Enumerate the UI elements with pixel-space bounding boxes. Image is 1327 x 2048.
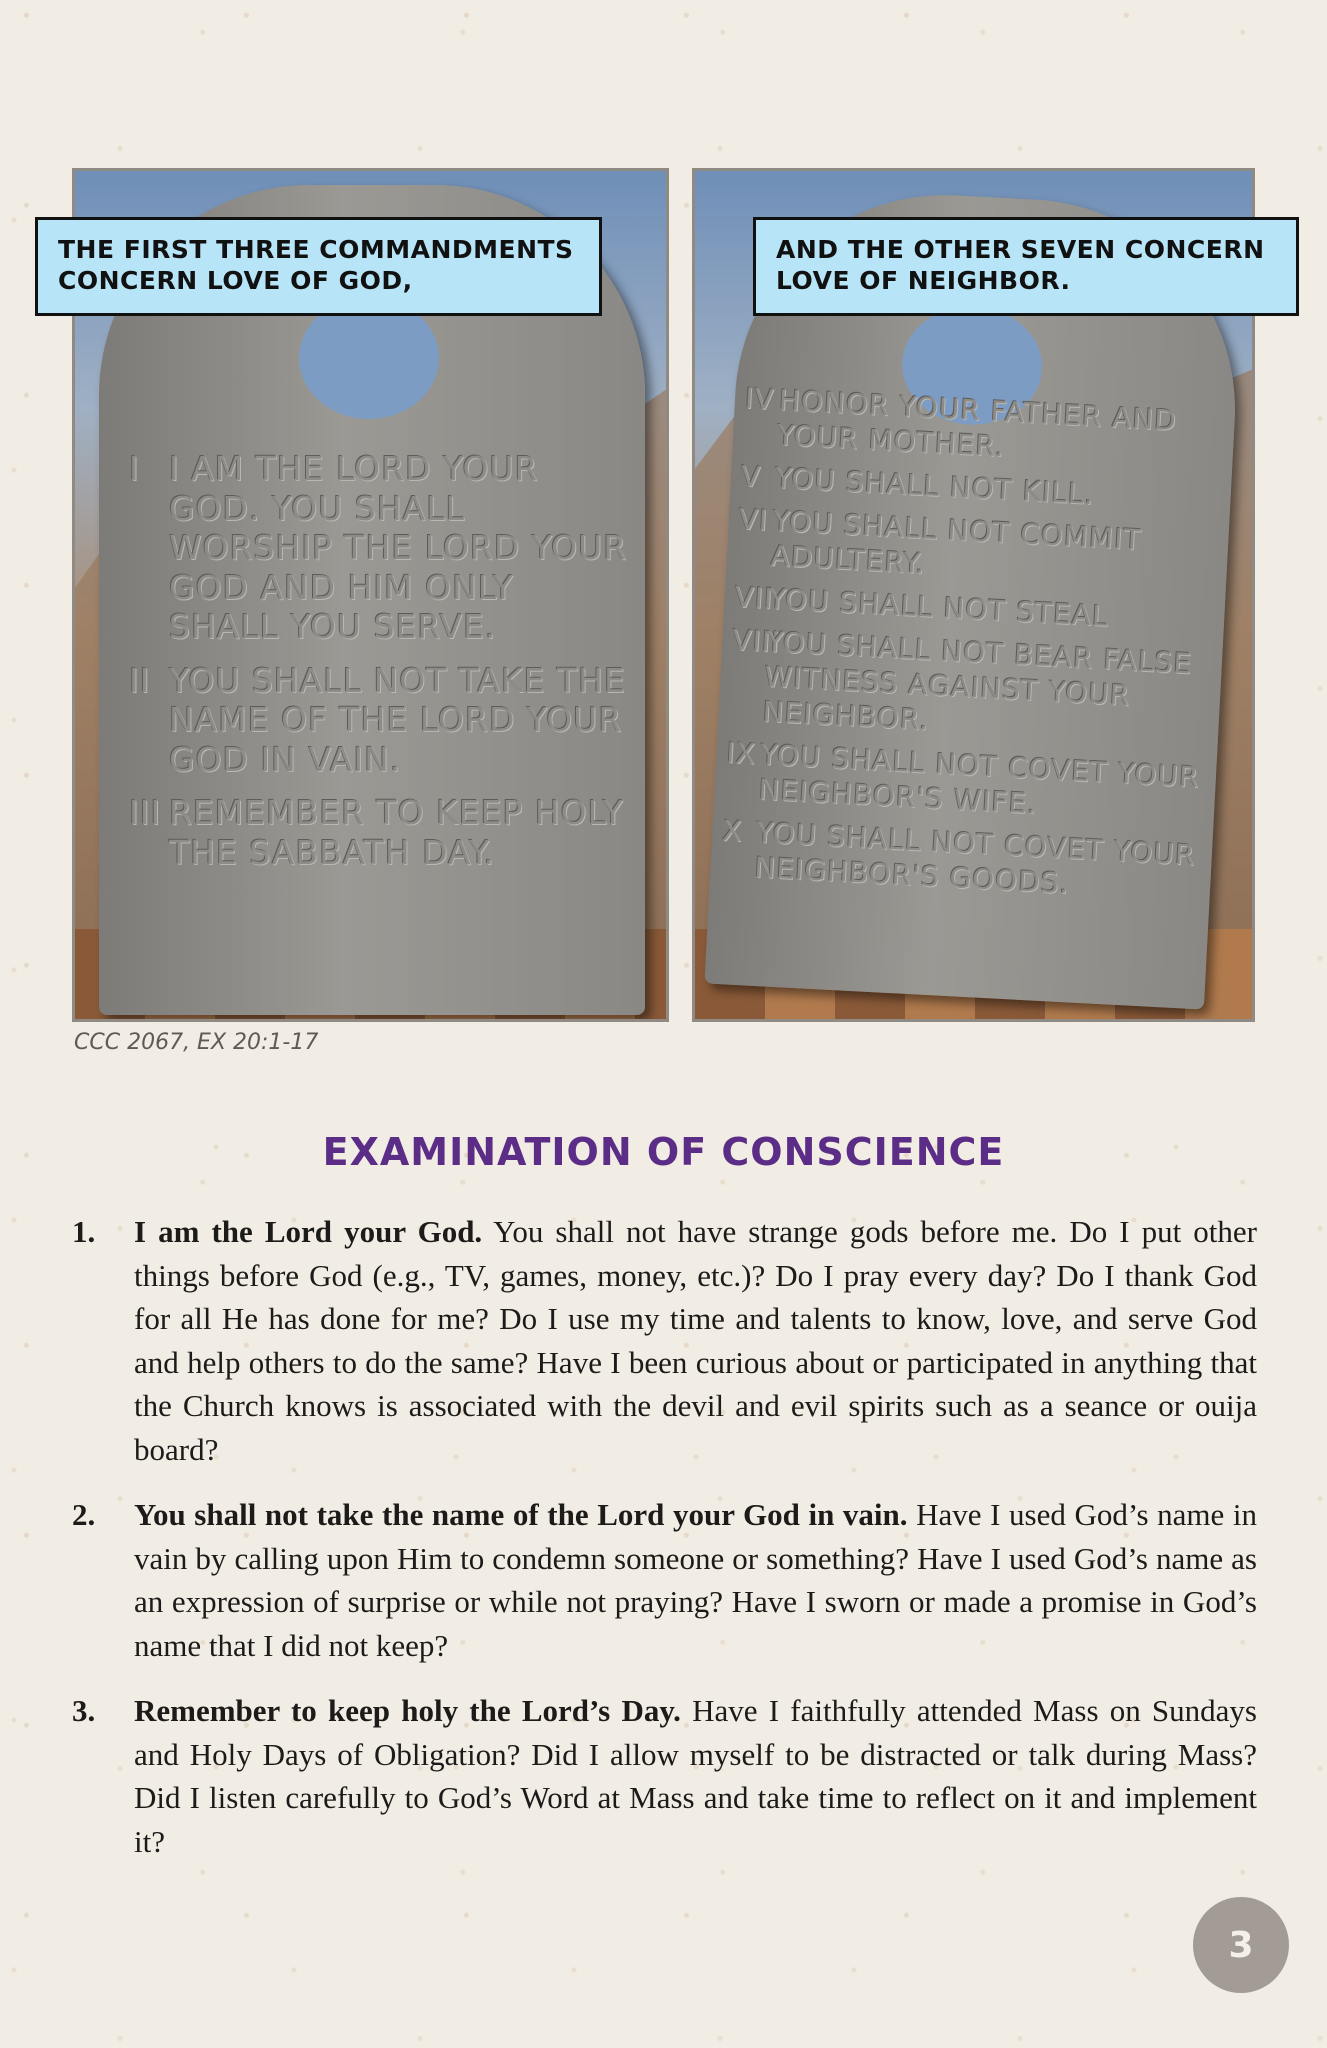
commandment-numeral: II [129, 660, 151, 700]
caption-box-left: THE FIRST THREE COMMANDMENTS CONCERN LOVE OF GOD, [35, 217, 602, 316]
commandment-text: HONOR YOUR FATHER AND YOUR MOTHER. [776, 383, 1178, 464]
item-body [134, 1689, 1257, 1863]
commandment-text: REMEMBER TO KEEP HOLY THE SABBATH DAY. [169, 793, 624, 872]
item-heading: You shall not take the name of the Lord your God in vain. [134, 1497, 908, 1532]
item-body [134, 1493, 1257, 1667]
item-body [134, 1210, 1257, 1471]
tablet-commandments-left [129, 449, 629, 886]
commandment [129, 793, 629, 872]
item-heading: I am the Lord your God. [134, 1214, 483, 1249]
item-heading: Remember to keep holy the Lord’s Day. [134, 1693, 681, 1728]
item-number: 3. [72, 1693, 96, 1728]
commandment-numeral: I [129, 449, 140, 488]
section-title: EXAMINATION OF CONSCIENCE [322, 1130, 1005, 1174]
commandment-text: YOU SHALL NOT KILL. [774, 461, 1096, 512]
commandment-text: YOU SHALL NOT STEAL [767, 582, 1110, 633]
citation: CCC 2067, EX 20:1-17 [74, 1030, 319, 1055]
commandment-numeral: X [721, 814, 744, 849]
commandment-text: I AM THE LORD YOUR GOD. YOU SHALL WORSHIP THE LORD YOUR GOD AND HIM ONLY SHALL YOU SERVE. [169, 449, 628, 646]
item-number: 2. [72, 1497, 96, 1532]
page-number-badge: 3 [1193, 1897, 1289, 1993]
commandment-text: YOU SHALL NOT COMMIT ADULTERY. [770, 504, 1143, 581]
examination-item [72, 1689, 1257, 1863]
commandment [720, 813, 1203, 908]
commandment-numeral: VI [737, 502, 770, 538]
commandment-text: YOU SHALL NOT TAKE THE NAME OF THE LORD YOUR GOD IN VAIN. [169, 660, 626, 779]
item-text: Have I faithfully attended Mass on Sundays and Holy Days of Obligation? Did I allow myself to be distracted or talk during Mass? Did I listen carefully to God’s Word at Mass and take time to reflect on it and implement it? [134, 1693, 1258, 1859]
commandment-numeral: VIII [731, 623, 782, 659]
examination-item [72, 1493, 1257, 1667]
examination-list [72, 1210, 1257, 1885]
commandment-numeral: IV [744, 381, 776, 417]
tablet-commandments-right [719, 381, 1225, 916]
commandment [129, 661, 629, 780]
caption-box-right: AND THE OTHER SEVEN CONCERN LOVE OF NEIGHBOR. [753, 217, 1299, 316]
commandment-numeral: IX [725, 736, 757, 771]
examination-item [72, 1210, 1257, 1471]
commandment [728, 622, 1213, 752]
commandment-text: YOU SHALL NOT BEAR FALSE WITNESS AGAINST YOUR NEIGHBOR. [761, 625, 1193, 737]
item-text: You shall not have strange gods before me. Do I put other things before God (e.g., TV, games, money, etc.)? Do I pray every day? Do I thank God for all He has done for me? Do I use my time and talents to know, love, and serve God and help others to do the same? Have I been curious about or participated in anything that the Church knows is associated with the devil and evil spirits such as a seance or ouija board? [134, 1214, 1257, 1467]
commandment-numeral: V [740, 459, 762, 494]
item-text: Have I used God’s name in vain by calling upon Him to condemn someone or something? Have I used God’s name as an expression of surprise or while not praying? Have I sworn or made a promise in God’s name that I did not keep? [134, 1497, 1257, 1663]
commandment [129, 449, 629, 647]
commandment-text: YOU SHALL NOT COVET YOUR NEIGHBOR'S GOODS. [753, 815, 1197, 901]
commandment-numeral: III [129, 793, 162, 832]
commandment-text: YOU SHALL NOT COVET YOUR NEIGHBOR'S WIFE. [757, 738, 1201, 821]
commandment-numeral: VII [733, 580, 775, 616]
item-number: 1. [72, 1214, 96, 1249]
